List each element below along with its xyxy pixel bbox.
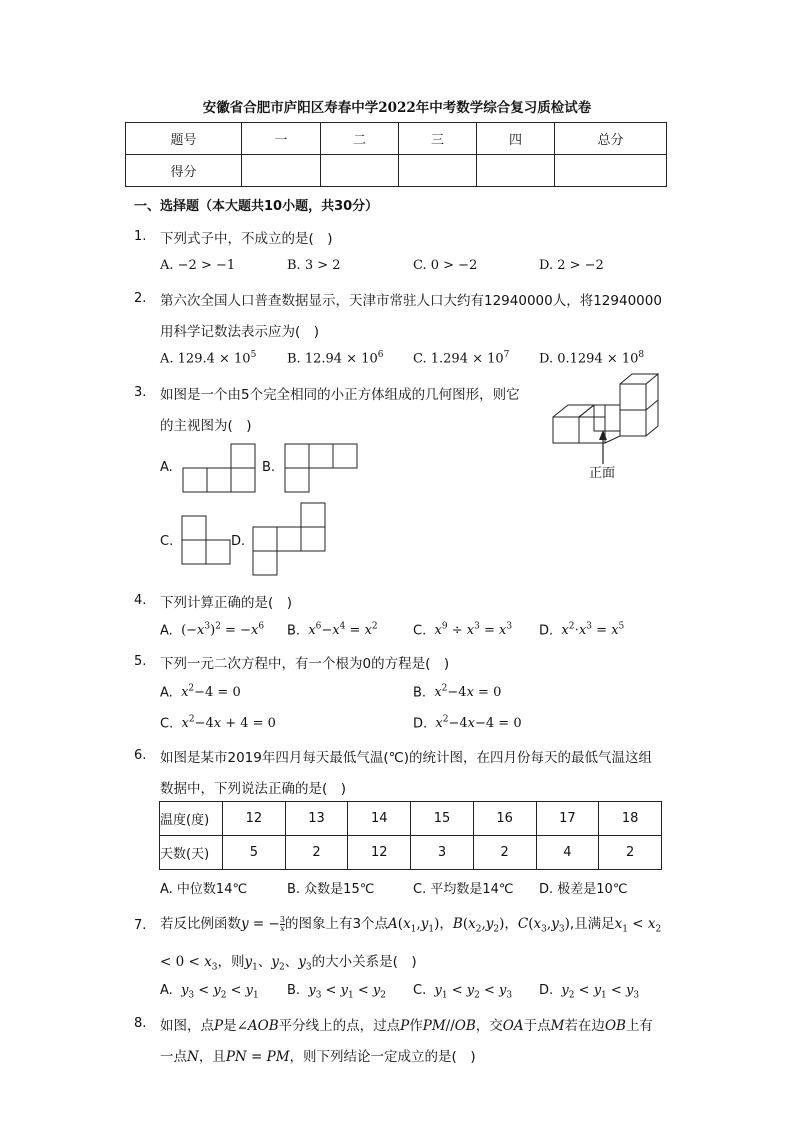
option-c: C. $x^9 \div x^3 = x^3$: [413, 622, 513, 639]
option-b: B. $x^6-x^4 = x^2$: [287, 622, 378, 639]
question-number: 5.: [134, 654, 147, 669]
option-d: D. 极差是10℃: [539, 882, 628, 897]
option-c: C. 平均数是14℃: [413, 882, 514, 897]
table-row: [160, 802, 662, 836]
question-text-line2: 数据中，下列说法正确的是( ): [160, 781, 347, 797]
score-table: [125, 122, 667, 187]
score-blank: [321, 155, 399, 187]
table-cell: 12: [348, 836, 411, 870]
table-cell: 3: [411, 836, 474, 870]
score-cell: 三: [399, 123, 477, 155]
score-table-row: [126, 155, 667, 187]
score-cell: 题号: [126, 123, 242, 155]
option-d: D. $y_2 < y_1 < y_3$: [539, 983, 640, 1001]
table-row: [160, 836, 662, 870]
question-text-line2: 一点N，且PN = PM，则下列结论一定成立的是( ): [160, 1049, 476, 1065]
score-blank: [477, 155, 555, 187]
score-cell: 二: [321, 123, 399, 155]
table-cell: 17: [536, 802, 599, 836]
question-number: 3.: [134, 385, 147, 400]
score-blank: [555, 155, 667, 187]
table-cell: 14: [348, 802, 411, 836]
option-a: A. $129.4 \times 10^5$: [160, 350, 257, 367]
table-cell: 2: [599, 836, 662, 870]
option-d: D. 2 > −2: [539, 258, 604, 273]
table-cell: 12: [223, 802, 286, 836]
question-text-line1: 若反比例函数y = − $\frac{3}{x}$ 的图象上有3个点$A(x_1,y_1)$，$B(x_2,y_2)$，$C(x_3,y_3)$,且满足$x_1 < x_2$: [160, 915, 662, 935]
option-c-label: C.: [160, 534, 174, 549]
question-number: 6.: [134, 748, 147, 763]
question-text-line1: 如图是某市2019年四月每天最低气温(℃)的统计图，在四月份每天的最低气温这组: [160, 750, 653, 766]
question-text-line2: 用科学记数法表示应为( ): [160, 324, 320, 340]
row-header: 温度(度): [160, 802, 223, 836]
option-b: B. 3 > 2: [287, 258, 341, 273]
table-cell: 5: [223, 836, 286, 870]
option-d-label: D.: [231, 534, 246, 549]
question-number: 2.: [134, 291, 147, 306]
option-b: B. $y_3 < y_1 < y_2$: [287, 983, 386, 1001]
option-d: D. $x^2-4x-4 = 0$: [413, 715, 522, 732]
question-number: 4.: [134, 593, 147, 608]
option-b: B. $12.94 \times 10^6$: [287, 350, 384, 367]
section-heading: 一、选择题（本大题共10小题，共30分）: [134, 199, 379, 214]
option-a: A. $(-x^3)^2 = -x^6$: [160, 622, 265, 639]
score-blank: [399, 155, 477, 187]
score-row-label: 得分: [126, 155, 242, 187]
option-c: C. $x^2-4x + 4 = 0$: [160, 715, 276, 732]
temperature-table: [159, 801, 662, 870]
row-header: 天数(天): [160, 836, 223, 870]
page-title: 安徽省合肥市庐阳区寿春中学2022年中考数学综合复习质检试卷: [202, 100, 592, 116]
option-b: B. $x^2-4x = 0$: [413, 684, 502, 701]
score-cell: 一: [242, 123, 321, 155]
score-cell: 四: [477, 123, 555, 155]
table-cell: 4: [536, 836, 599, 870]
table-cell: 2: [285, 836, 348, 870]
option-c: C. $1.294 \times 10^7$: [413, 350, 510, 367]
option-d: D. $0.1294 \times 10^8$: [539, 350, 645, 367]
option-d: D. $x^2\cdot x^3 = x^5$: [539, 622, 625, 639]
option-c: C. 0 > −2: [413, 258, 478, 273]
option-b-label: B.: [262, 460, 276, 475]
front-label: 正面: [589, 466, 616, 481]
question-number: 1.: [134, 229, 147, 244]
option-a: A. −2 > −1: [160, 258, 236, 273]
option-d-figure: [252, 502, 328, 578]
option-b: B. 众数是15℃: [287, 882, 375, 897]
table-cell: 13: [285, 802, 348, 836]
question-text: 下列计算正确的是( ): [160, 595, 293, 611]
question-number: 7.: [134, 918, 147, 933]
table-cell: 2: [473, 836, 536, 870]
question-number: 8.: [134, 1016, 147, 1031]
option-a: A. $y_3 < y_2 < y_1$: [160, 983, 259, 1001]
question-text-line1: 如图，点P是∠AOB平分线上的点，过点P作PM//OB，交OA于点M若在边OB上有: [160, 1018, 653, 1034]
question-text-line2: < $0 < x_3$，则$y_1$、$y_2$、$y_3$的大小关系是( ): [160, 954, 417, 973]
question-text-line1: 第六次全国人口普查数据显示，天津市常驻人口大约有12940000人，将12940000: [160, 293, 662, 309]
score-blank: [242, 155, 321, 187]
option-c: C. $y_1 < y_2 < y_3$: [413, 983, 513, 1001]
option-a-figure: [182, 441, 258, 493]
question-text: 下列式子中，不成立的是( ): [160, 231, 333, 247]
question-text: 下列一元二次方程中，有一个根为0的方程是( ): [160, 656, 450, 672]
score-table-header-row: [126, 123, 667, 155]
question-text-line1: 如图是一个由5个完全相同的小正方体组成的几何图形，则它: [160, 387, 520, 403]
option-a-label: A.: [160, 460, 173, 475]
table-cell: 15: [411, 802, 474, 836]
table-cell: 16: [473, 802, 536, 836]
option-c-figure: [181, 515, 233, 567]
option-b-figure: [284, 441, 360, 493]
question-text-line2: 的主视图为( ): [160, 418, 252, 434]
table-cell: 18: [599, 802, 662, 836]
option-a: A. 中位数14℃: [160, 882, 248, 897]
option-a: A. $x^2-4 = 0$: [160, 684, 241, 701]
score-cell: 总分: [555, 123, 667, 155]
